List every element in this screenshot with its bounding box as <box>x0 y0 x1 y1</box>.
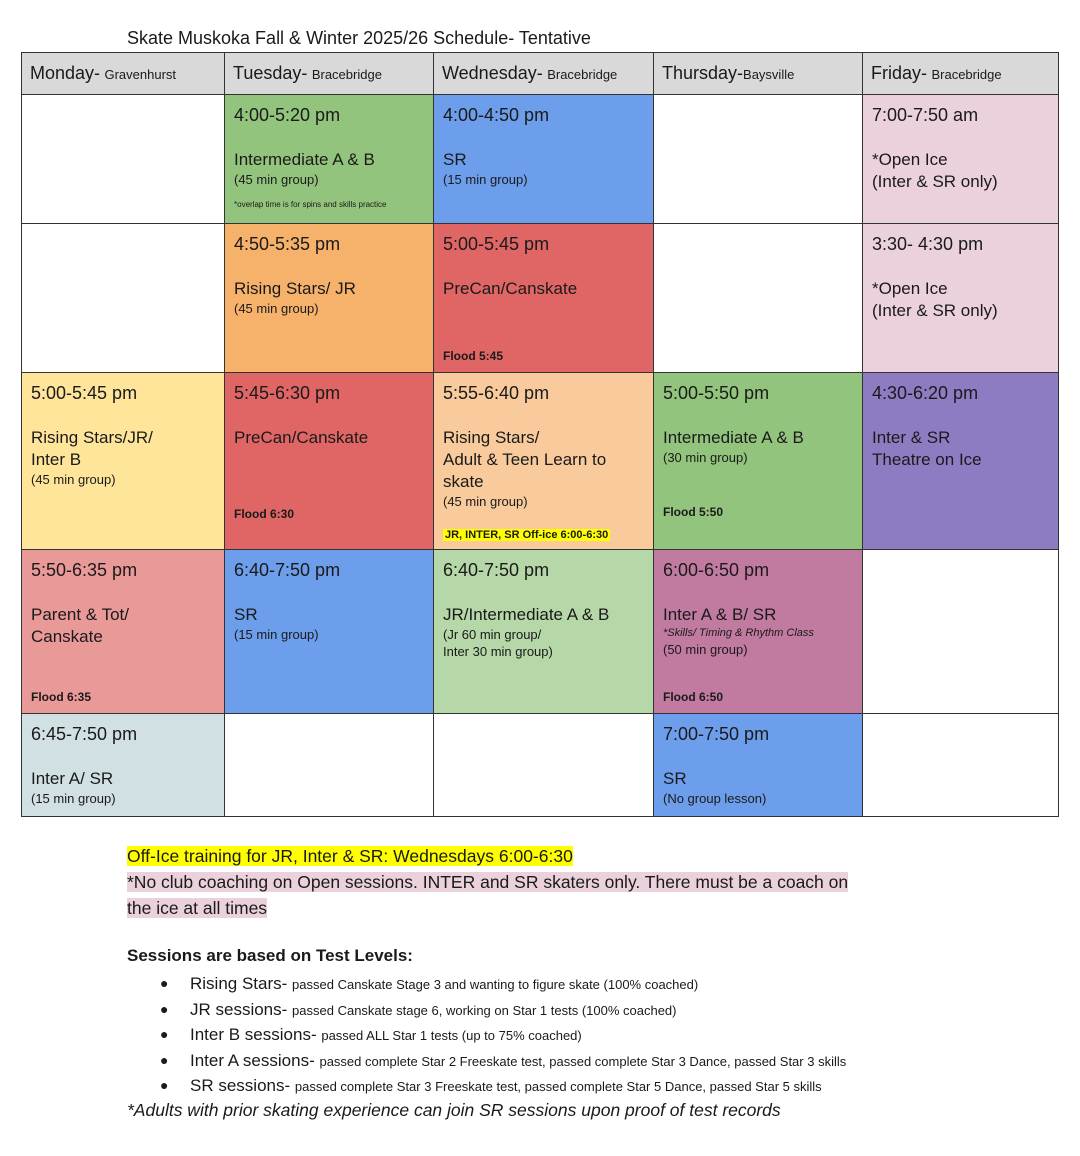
session-class: Rising Stars/JR/ Inter B <box>31 428 153 469</box>
session-class: SR <box>234 605 258 624</box>
session-class: Inter A/ SR <box>31 769 114 788</box>
session-time: 3:30- 4:30 pm <box>872 234 984 254</box>
session-detail: (45 min group) <box>31 472 116 487</box>
table-header-row <box>22 53 1059 95</box>
session-class: PreCan/Canskate <box>443 279 578 298</box>
session-cell <box>225 224 434 373</box>
session-note: *overlap time is for spins and skills practice <box>234 200 387 209</box>
session-time: 7:00-7:50 am <box>872 105 979 125</box>
list-item: ● JR sessions- passed Canskate stage 6, working on Star 1 tests (100% coached) <box>127 997 846 1023</box>
session-time: 5:55-6:40 pm <box>443 383 550 403</box>
session-cell-empty <box>434 714 654 817</box>
session-cell-empty <box>22 224 225 373</box>
bullet-icon: ● <box>160 1077 169 1093</box>
flood-label: Flood 6:50 <box>663 690 724 704</box>
schedule-row <box>22 224 1059 373</box>
bullet-icon: ● <box>160 975 169 991</box>
session-time: 4:30-6:20 pm <box>872 383 979 403</box>
no-coaching-note-cont: the ice at all times <box>127 898 268 918</box>
session-class: PreCan/Canskate <box>234 428 369 447</box>
session-class: Inter & SR Theatre on Ice <box>872 428 982 469</box>
session-cell-empty <box>863 550 1059 714</box>
session-detail: (15 min group) <box>443 172 528 187</box>
day-header-wednesday: Wednesday- Bracebridge <box>434 53 654 95</box>
session-detail: (30 min group) <box>663 450 748 465</box>
session-time: 5:00-5:45 pm <box>31 383 138 403</box>
levels-heading: Sessions are based on Test Levels: <box>127 946 413 965</box>
session-cell-empty <box>22 95 225 224</box>
session-class: Rising Stars/ JR <box>234 279 356 298</box>
no-coaching-note: *No club coaching on Open sessions. INTER and SR skaters only. There must be a coach on <box>127 872 849 892</box>
session-time: 6:40-7:50 pm <box>443 560 550 580</box>
flood-label: Flood 5:50 <box>663 505 724 519</box>
session-cell <box>22 373 225 550</box>
session-time: 5:45-6:30 pm <box>234 383 341 403</box>
schedule-row <box>22 95 1059 224</box>
levels-list <box>127 971 846 1099</box>
session-time: 4:50-5:35 pm <box>234 234 341 254</box>
session-cell <box>434 550 654 714</box>
session-class: *Open Ice (Inter & SR only) <box>872 279 998 320</box>
session-cell <box>434 373 654 550</box>
session-cell <box>654 373 863 550</box>
session-cell <box>863 373 1059 550</box>
schedule-row <box>22 550 1059 714</box>
day-header-tuesday: Tuesday- Bracebridge <box>225 53 434 95</box>
schedule-table <box>21 52 1059 817</box>
session-cell <box>434 95 654 224</box>
schedule-row <box>22 714 1059 817</box>
session-cell <box>863 95 1059 224</box>
session-time: 5:00-5:50 pm <box>663 383 770 403</box>
session-detail-italic: *Skills/ Timing & Rhythm Class <box>663 627 814 639</box>
bullet-icon: ● <box>160 1000 169 1017</box>
adults-note: *Adults with prior skating experience can join SR sessions upon proof of test records <box>127 1100 781 1120</box>
session-detail: (No group lesson) <box>663 791 767 806</box>
session-detail: (45 min group) <box>234 301 319 316</box>
session-cell-empty <box>654 95 863 224</box>
session-time: 6:45-7:50 pm <box>31 724 138 744</box>
session-cell <box>654 714 863 817</box>
session-cell-empty <box>225 714 434 817</box>
flood-label: Flood 5:45 <box>443 349 504 363</box>
session-time: 5:50-6:35 pm <box>31 560 138 580</box>
day-header-monday: Monday- Gravenhurst <box>22 53 225 95</box>
session-time: 6:40-7:50 pm <box>234 560 341 580</box>
session-cell <box>22 714 225 817</box>
day-header-friday: Friday- Bracebridge <box>863 53 1059 95</box>
off-ice-note: Off-Ice training for JR, Inter & SR: Wednesdays 6:00-6:30 <box>127 846 573 866</box>
session-cell <box>22 550 225 714</box>
session-time: 7:00-7:50 pm <box>663 724 770 744</box>
session-class: Intermediate A & B <box>663 428 804 447</box>
flood-label: Flood 6:35 <box>31 690 92 704</box>
session-cell-empty <box>654 224 863 373</box>
off-ice-highlight: JR, INTER, SR Off-ice 6:00-6:30 <box>445 529 609 541</box>
session-class: *Open Ice (Inter & SR only) <box>872 150 998 191</box>
page-title: Skate Muskoka Fall & Winter 2025/26 Schedule- Tentative <box>127 28 591 48</box>
session-class: Intermediate A & B <box>234 150 375 169</box>
session-cell <box>434 224 654 373</box>
session-cell <box>654 550 863 714</box>
session-class: Rising Stars/ Adult & Teen Learn to skate <box>443 428 607 491</box>
session-cell <box>225 373 434 550</box>
session-time: 5:00-5:45 pm <box>443 234 550 254</box>
notes-section <box>127 843 947 921</box>
day-header-thursday: Thursday-Baysville <box>654 53 863 95</box>
list-item: ● Rising Stars- passed Canskate Stage 3 and wanting to figure skate (100% coached) <box>127 971 846 997</box>
bullet-icon: ● <box>160 1051 169 1068</box>
session-time: 4:00-4:50 pm <box>443 105 550 125</box>
session-detail: (15 min group) <box>234 627 319 642</box>
session-detail: (Jr 60 min group/ Inter 30 min group) <box>443 627 553 659</box>
session-class: SR <box>443 150 467 169</box>
schedule-row <box>22 373 1059 550</box>
flood-label: Flood 6:30 <box>234 507 295 521</box>
session-class: Parent & Tot/ Canskate <box>31 605 129 646</box>
session-cell <box>225 550 434 714</box>
list-item: ● Inter A sessions- passed complete Star 2 Freeskate test, passed complete Star 3 Dance, passed Star 3 skills <box>127 1048 846 1074</box>
session-cell <box>863 224 1059 373</box>
session-class: Inter A & B/ SR <box>663 605 777 624</box>
session-detail: (15 min group) <box>31 791 116 806</box>
session-time: 6:00-6:50 pm <box>663 560 770 580</box>
session-detail: (45 min group) <box>234 172 319 187</box>
session-time: 4:00-5:20 pm <box>234 105 341 125</box>
session-class: JR/Intermediate A & B <box>443 605 610 624</box>
session-cell <box>225 95 434 224</box>
session-detail: (50 min group) <box>663 642 748 657</box>
bullet-icon: ● <box>160 1026 169 1042</box>
list-item: ● Inter B sessions- passed ALL Star 1 tests (up to 75% coached) <box>127 1022 846 1048</box>
session-detail: (45 min group) <box>443 494 528 509</box>
session-cell-empty <box>863 714 1059 817</box>
session-class: SR <box>663 769 687 788</box>
list-item: ● SR sessions- passed complete Star 3 Freeskate test, passed complete Star 5 Dance, passed Star 5 skills <box>127 1073 846 1099</box>
